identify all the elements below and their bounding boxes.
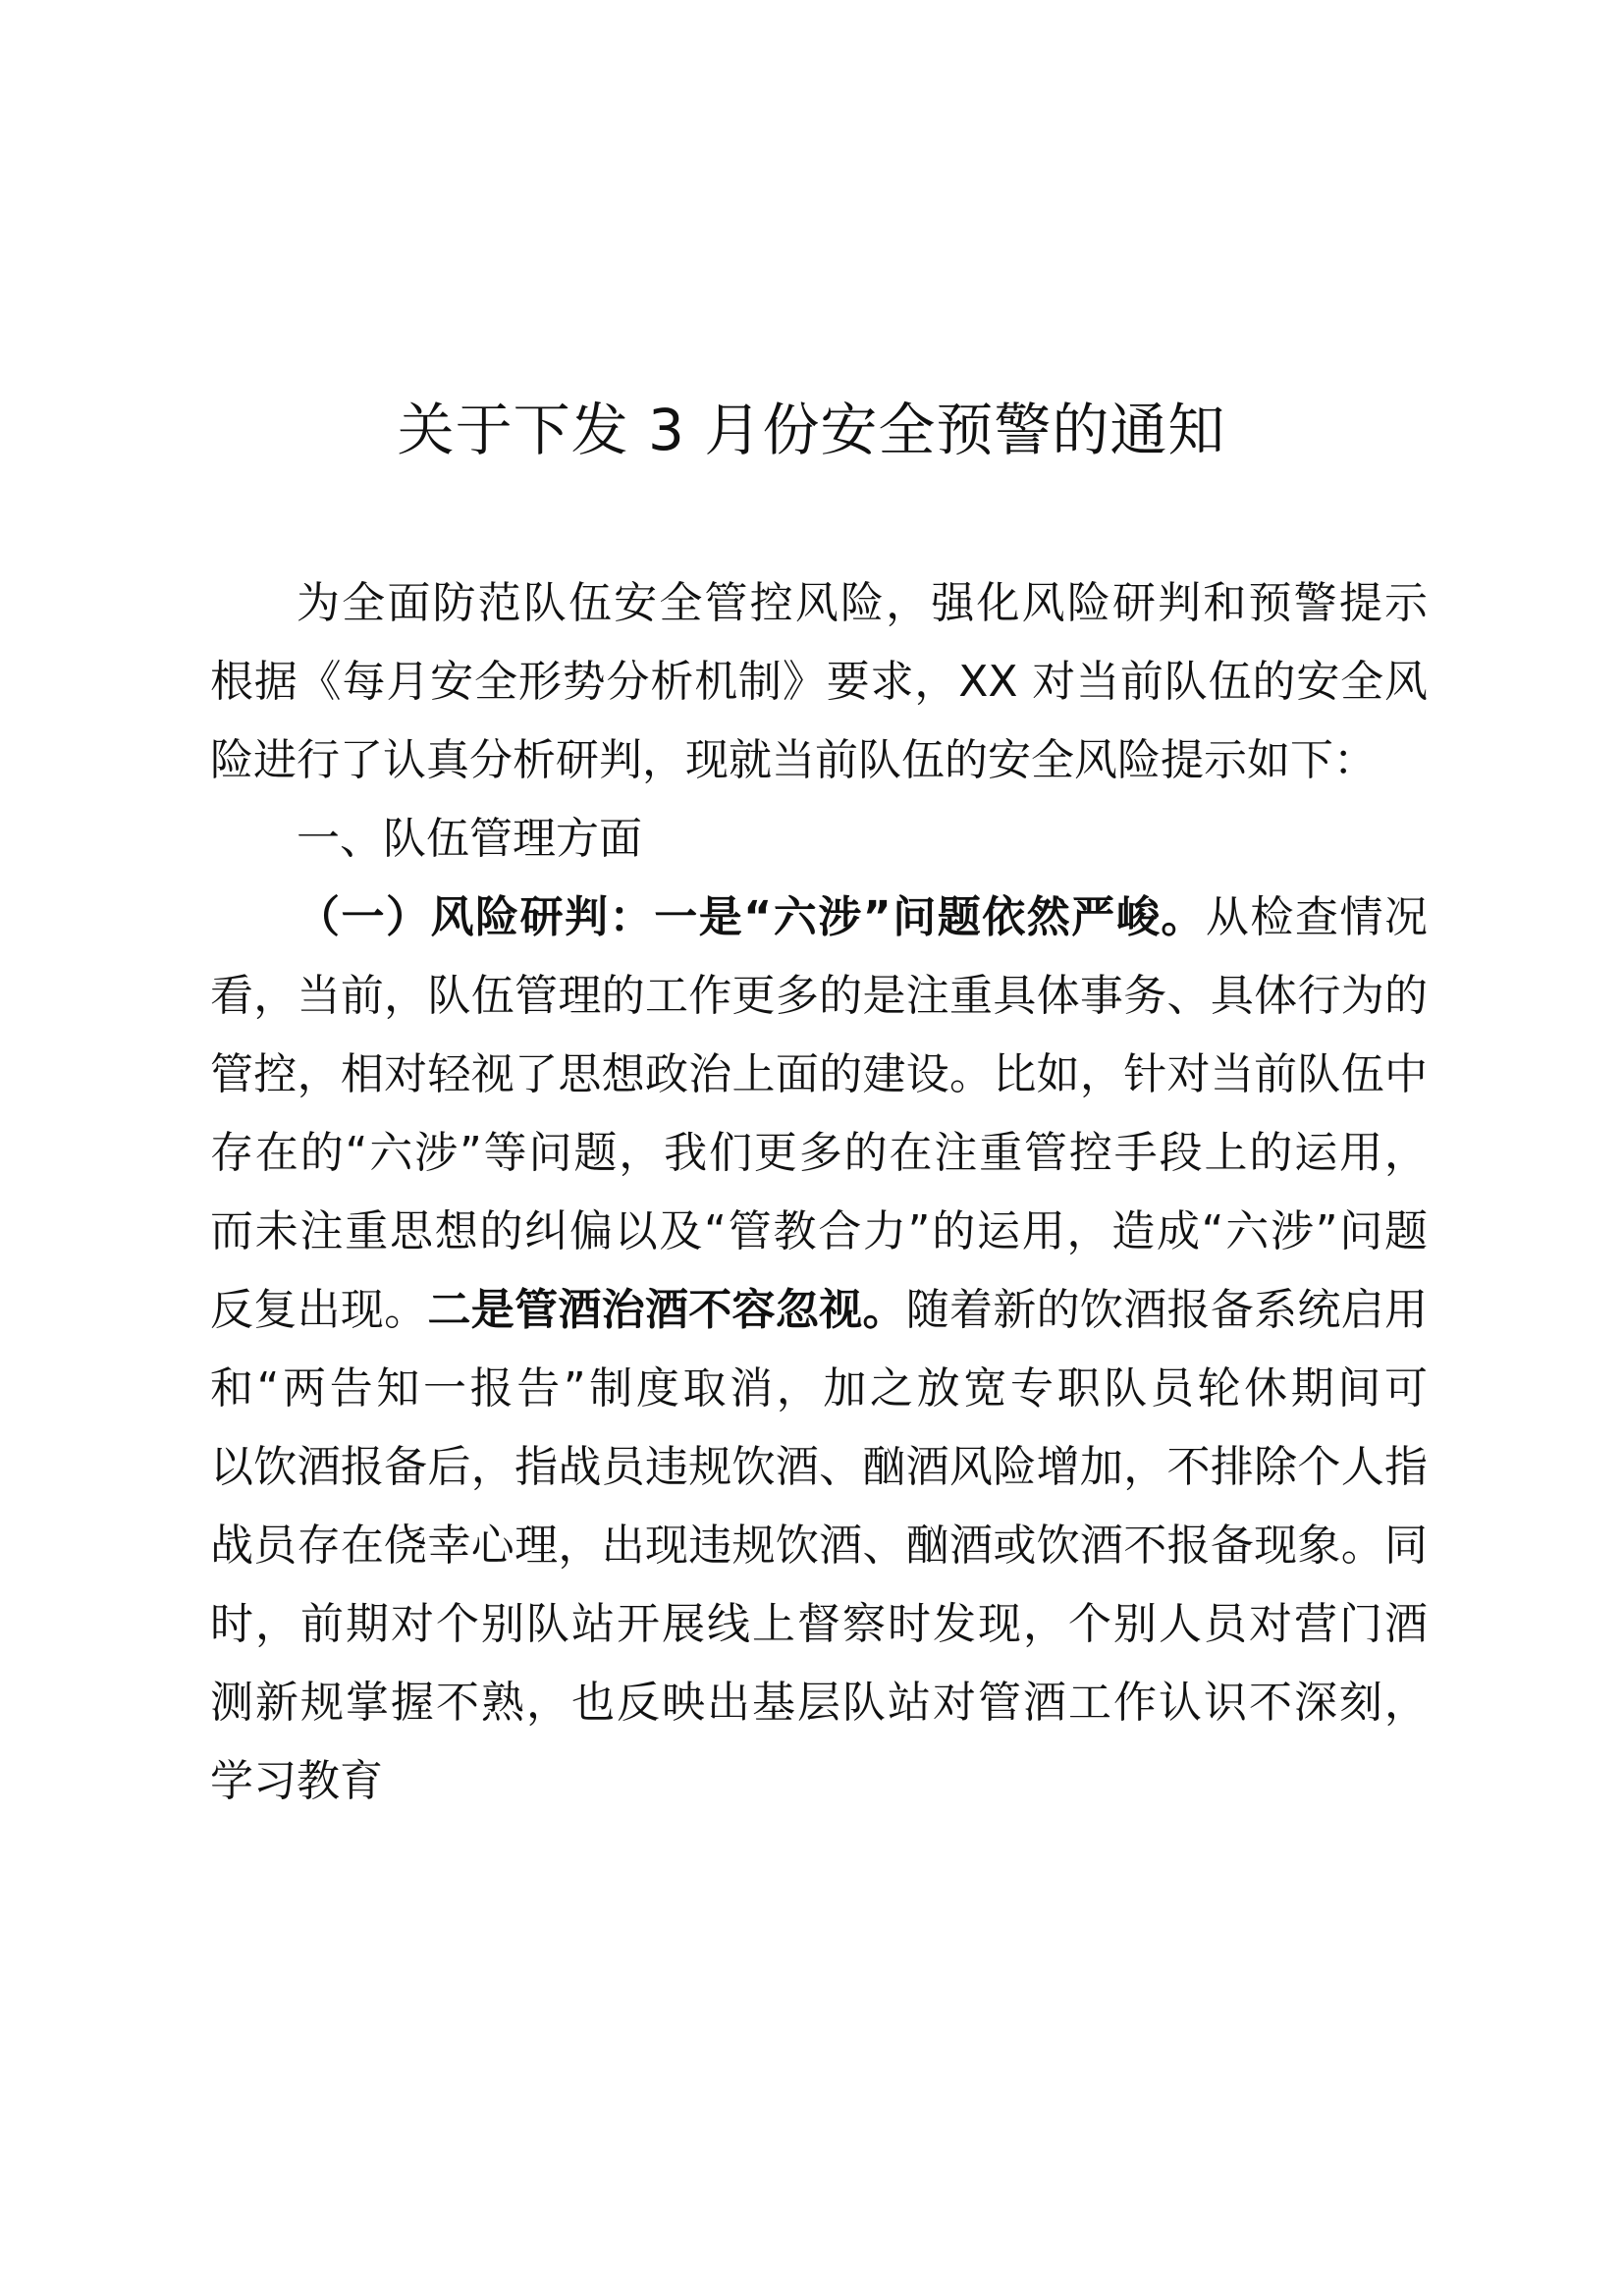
document-title: 关于下发 3 月份安全预警的通知: [397, 397, 1226, 463]
para1-line-6: [210, 1271, 1428, 1350]
para1-line-5: 而未注重思想的纠偏以及“管教合力”的运用，造成“六涉”问题: [210, 1206, 1428, 1256]
para1-line-4: 存在的“六涉”等问题，我们更多的在注重管控手段上的运用，: [210, 1128, 1428, 1178]
para1-line-6-start: 反复出现。: [210, 1285, 428, 1335]
para1-line-12: 学习教育: [210, 1756, 383, 1806]
section-heading-team-management: 一、队伍管理方面: [297, 814, 642, 864]
para1-line-7: 和“两告知一报告”制度取消，加之放宽专职队员轮休期间可: [210, 1363, 1428, 1414]
intro-line-1: 为全面防范队伍安全管控风险，强化风险研判和预警提示: [297, 578, 1428, 628]
para1-line-11: 测新规掌握不熟，也反映出基层队站对管酒工作认识不深刻，: [210, 1678, 1428, 1728]
para1-line-1-rest: 从检查情况: [1205, 892, 1428, 942]
para1-line-8: 以饮酒报备后，指战员违规饮酒、酗酒风险增加，不排除个人指: [210, 1442, 1428, 1492]
para1-line-2: 看，当前，队伍管理的工作更多的是注重具体事务、具体行为的: [210, 971, 1428, 1021]
risk-analysis-lead: （一）风险研判：一是“六涉”问题依然严峻。: [297, 892, 1206, 942]
intro-line-2: 根据《每月安全形势分析机制》要求，XX 对当前队伍的安全风: [210, 657, 1428, 707]
para1-line-1: [210, 879, 1428, 957]
intro-line-3: 险进行了认真分析研判，现就当前队伍的安全风险提示如下：: [210, 735, 1377, 785]
para1-line-6-end: 随着新的饮酒报备系统启用: [905, 1285, 1429, 1335]
para1-line-9: 战员存在侥幸心理，出现违规饮酒、酗酒或饮酒不报备现象。同: [210, 1521, 1428, 1571]
para1-line-10: 时，前期对个别队站开展线上督察时发现，个别人员对营门酒: [210, 1599, 1428, 1649]
para1-line-3: 管控，相对轻视了思想政治上面的建设。比如，针对当前队伍中: [210, 1049, 1428, 1099]
alcohol-risk-lead: 二是管酒治酒不容忽视。: [427, 1285, 906, 1335]
document-body: [210, 564, 1428, 1821]
